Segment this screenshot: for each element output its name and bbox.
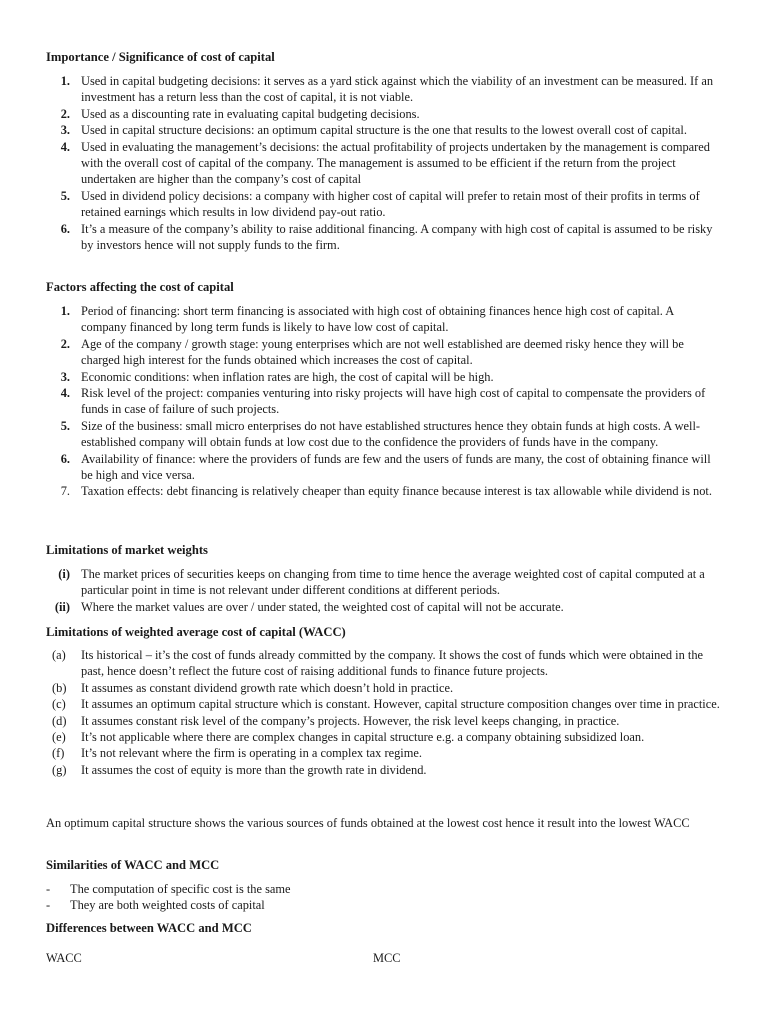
list-item: 2. Used as a discounting rate in evaluating capital budgeting decisions. [60, 106, 420, 121]
list-item: 3. Used in capital structure decisions: an optimum capital structure is the one that results to the lowest overall cost of capital. [60, 123, 687, 138]
column-label-wacc: WACC [46, 951, 82, 965]
list-item: 4. Used in evaluating the management’s decisions: the actual profitability of projects undertaken by the management is compared with the overall cost of capital of the company. The management is assumed to be efficient if the return from the project undertaken are higher than the company’s cost of capital [60, 139, 710, 187]
list-item: (f) It’s not relevant where the firm is operating in a complex tax regime. [52, 746, 422, 761]
factors-list [46, 303, 722, 500]
list-item: (ii) Where the market values are over / under stated, the weighted cost of capital will not be accurate. [54, 599, 564, 614]
list-item: 3. Economic conditions: when inflation rates are high, the cost of capital will be high. [60, 369, 494, 384]
list-item: 1. Used in capital budgeting decisions: it serves as a yard stick against which the viability of an investment can be measured. If an investment has a return less than the cost of capital, it is not viable. [60, 74, 714, 105]
list-item: 1. Period of financing: short term financing is associated with high cost of obtaining finances hence high cost of capital. A company financed by long term funds is likely to have low cost of capital. [60, 304, 674, 335]
list-item: 6. Availability of finance: where the providers of funds are few and the users of funds are many, the cost of obtaining finance will be high and vice versa. [60, 451, 711, 483]
list-item: 7. Taxation effects: debt financing is relatively cheaper than equity finance because interest is tax allowable while dividend is not. [60, 484, 712, 499]
list-item: (a) Its historical – it’s the cost of funds already committed by the company. It shows the cost of funds which were obtained in the past, hence doesn’t reflect the future cost of raising additional funds to finance future projects. [52, 648, 704, 679]
list-item: - The computation of specific cost is the same [46, 882, 291, 896]
list-item: (c) It assumes an optimum capital structure which is constant. However, capital structure composition changes over time in practice. [52, 697, 720, 712]
optimum-capital-paragraph: An optimum capital structure shows the various sources of funds obtained at the lowest cost hence it result into the lowest WACC [46, 816, 690, 830]
heading-factors: Factors affecting the cost of capital [46, 280, 234, 294]
list-item: 5. Size of the business: small micro enterprises do not have established structures hence they obtain funds at high costs. A well-established company will obtain funds at low cost due to the confidence the providers of funds have in the company. [60, 418, 701, 450]
list-item: 2. Age of the company / growth stage: young enterprises which are not well established are deemed risky hence they will be charged high interest for the funds obtained which increases the cost of capital. [60, 336, 684, 368]
list-item: (i) The market prices of securities keeps on changing from time to time hence the average weighted cost of capital computed at a particular point in time is not relevant under different conditions at different periods. [58, 567, 705, 598]
heading-market-weights: Limitations of market weights [46, 543, 208, 557]
list-item: - They are both weighted costs of capital [46, 898, 265, 913]
market-weights-list [46, 566, 722, 615]
list-item: (b) It assumes as constant dividend growth rate which doesn’t hold in practice. [52, 680, 454, 695]
list-item: (g) It assumes the cost of equity is more than the growth rate in dividend. [52, 762, 427, 777]
importance-list [46, 73, 722, 253]
heading-similarities: Similarities of WACC and MCC [46, 858, 220, 872]
list-item: 6. It’s a measure of the company’s ability to raise additional financing. A company with high cost of capital is assumed to be risky by investors hence will not supply funds to the firm. [60, 221, 713, 253]
heading-importance: Importance / Significance of cost of capital [46, 50, 275, 64]
similarities-list [46, 881, 722, 914]
heading-differences: Differences between WACC and MCC [46, 921, 252, 935]
wacc-limitations-list [46, 647, 722, 778]
list-item: 4. Risk level of the project: companies venturing into risky projects will have high cost of capital to compensate the providers of funds in case of failure of such projects. [60, 386, 706, 417]
list-item: (d) It assumes constant risk level of the company’s projects. However, the risk level keeps changing, in practice. [52, 713, 620, 728]
list-item: 5. Used in dividend policy decisions: a company with higher cost of capital will prefer to retain most of their profits in terms of retained earnings which results in low dividend pay-out ratio. [60, 188, 700, 220]
column-label-mcc: MCC [373, 951, 401, 965]
heading-wacc-limitations: Limitations of weighted average cost of capital (WACC) [46, 625, 346, 639]
list-item: (e) It’s not applicable where there are complex changes in capital structure e.g. a company obtaining subsidized loan. [52, 730, 645, 745]
